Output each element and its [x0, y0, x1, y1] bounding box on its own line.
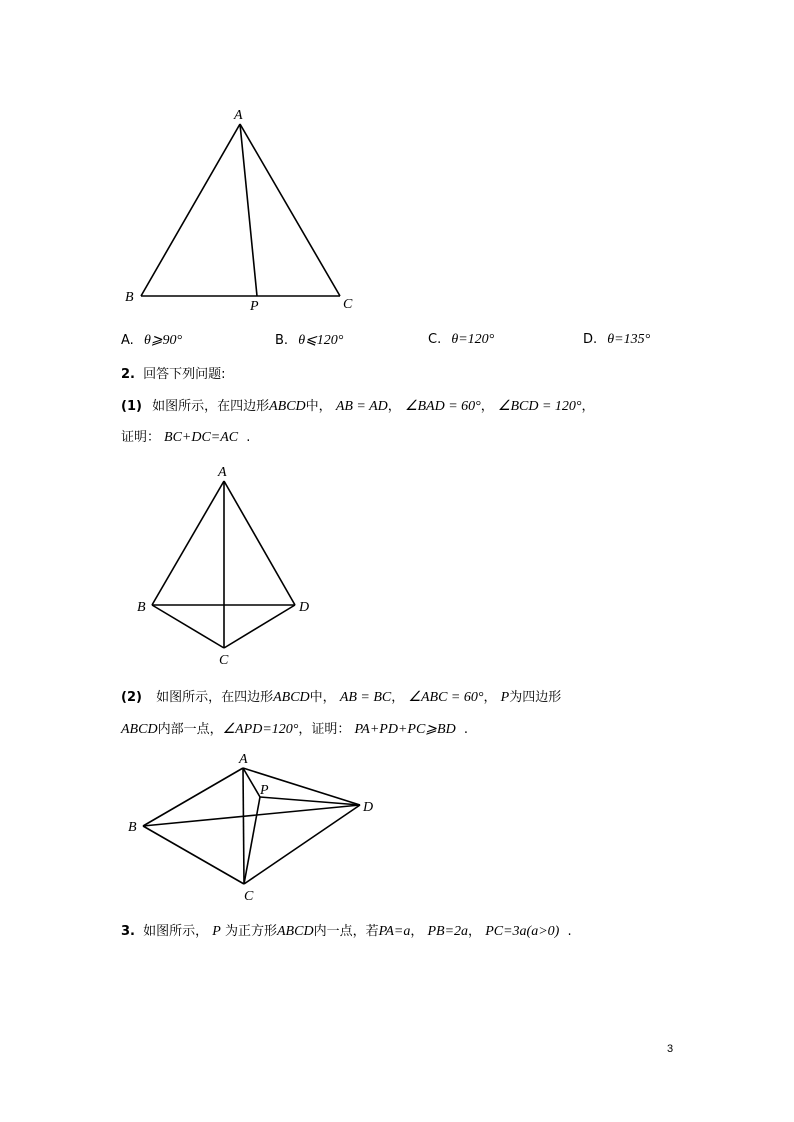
q2-part1-m1: ABCD: [269, 399, 306, 414]
q2-part2-t3: ，: [391, 690, 405, 705]
q3-m2: ABCD: [277, 924, 314, 939]
q2-part1-m3: ∠BAD = 60°: [404, 399, 481, 414]
q2-part1-t2: 中，: [305, 399, 332, 414]
option-c-expr: θ=120°: [451, 332, 495, 347]
q2-part2-t1: 如图所示，在四边形: [156, 690, 274, 705]
q2-part1-m4: ∠BCD = 120°: [497, 399, 582, 414]
q2-part2-t7: ，证明：: [298, 722, 351, 737]
q3-m5: PC=3a(a>0): [485, 924, 560, 939]
q2-part2-num: (2): [121, 690, 142, 705]
q2-part2-t6: 内部一点，: [157, 722, 223, 737]
q3-t2: 为正方形: [224, 924, 277, 939]
q2-title: 回答下列问题:: [143, 367, 226, 382]
q2-part2-line1: [121, 686, 561, 706]
option-b-expr: θ⩽120°: [298, 333, 344, 348]
q2-part2-m7: PA+PD+PC⩾BD: [354, 722, 456, 737]
option-a: [121, 332, 182, 349]
fig1-label-p: P: [250, 299, 259, 314]
q2-part1-num: (1): [121, 399, 142, 414]
q3-t6: .: [567, 924, 572, 939]
q3-t4: ，: [410, 924, 424, 939]
q3-line: [121, 920, 572, 940]
q2-part1-line2: [121, 426, 250, 446]
fig3-label-d: D: [363, 800, 374, 815]
fig1-label-a: A: [234, 108, 243, 123]
q2-part2-m6: ∠APD=120°: [222, 722, 299, 737]
q2-part2-m2: AB = BC: [339, 690, 392, 705]
q2-number: 2.: [121, 367, 135, 382]
q2-part2-line2: [121, 718, 468, 738]
q3-m1: P: [212, 924, 221, 939]
q2-part1-m2: AB = AD: [335, 399, 388, 414]
option-c-label: C.: [428, 332, 442, 347]
option-a-expr: θ⩾90°: [143, 333, 183, 348]
option-b-label: B.: [275, 333, 289, 348]
q2-part1-t1: 如图所示，在四边形: [152, 399, 270, 414]
fig3-label-b: B: [128, 820, 137, 835]
q3-t3: 内一点，若: [313, 924, 379, 939]
q2-part1-t3: ，: [387, 399, 401, 414]
fig3-label-a: A: [239, 752, 248, 767]
fig1-label-c: C: [343, 297, 353, 312]
fig3-label-p: P: [260, 783, 269, 798]
q2-part1-m5: BC+DC=AC: [164, 430, 239, 445]
option-c: [428, 332, 494, 348]
q2-part1-t5: ，: [581, 399, 595, 414]
q2-part2-m5: ABCD: [121, 722, 158, 737]
fig2-label-c: C: [219, 653, 229, 668]
option-d: [583, 332, 650, 348]
option-a-label: A.: [121, 333, 134, 348]
q3-t5: ，: [468, 924, 482, 939]
q2-part2-t5: 为四边形: [509, 690, 562, 705]
q2-part2-t8: .: [463, 722, 468, 737]
option-d-label: D.: [583, 332, 598, 347]
q3-t1: 如图所示，: [143, 924, 209, 939]
q2-part2-m3: ∠ABC = 60°: [408, 690, 484, 705]
q2-part1-t4: ，: [480, 399, 494, 414]
fig2-label-b: B: [137, 600, 146, 615]
q3-m4: PB=2a: [427, 924, 469, 939]
q2-part2-m4: P: [500, 690, 510, 705]
fig2-label-d: D: [299, 600, 310, 615]
q3-number: 3.: [121, 924, 135, 939]
q2-part2-m1: ABCD: [273, 690, 310, 705]
q2-heading: [121, 363, 226, 382]
option-b: [275, 332, 343, 349]
q2-part1-line1: [121, 395, 595, 415]
q2-part2-t2: 中，: [309, 690, 336, 705]
option-d-expr: θ=135°: [607, 332, 651, 347]
page-number: 3: [667, 1043, 674, 1055]
q2-part2-t4: ，: [483, 690, 497, 705]
fig3-label-c: C: [244, 889, 254, 904]
q2-part1-t6: 证明：: [121, 430, 161, 445]
q3-m3: PA=a: [378, 924, 411, 939]
fig2-label-a: A: [218, 465, 227, 480]
fig1-label-b: B: [125, 290, 134, 305]
q2-part1-t7: .: [246, 430, 251, 445]
